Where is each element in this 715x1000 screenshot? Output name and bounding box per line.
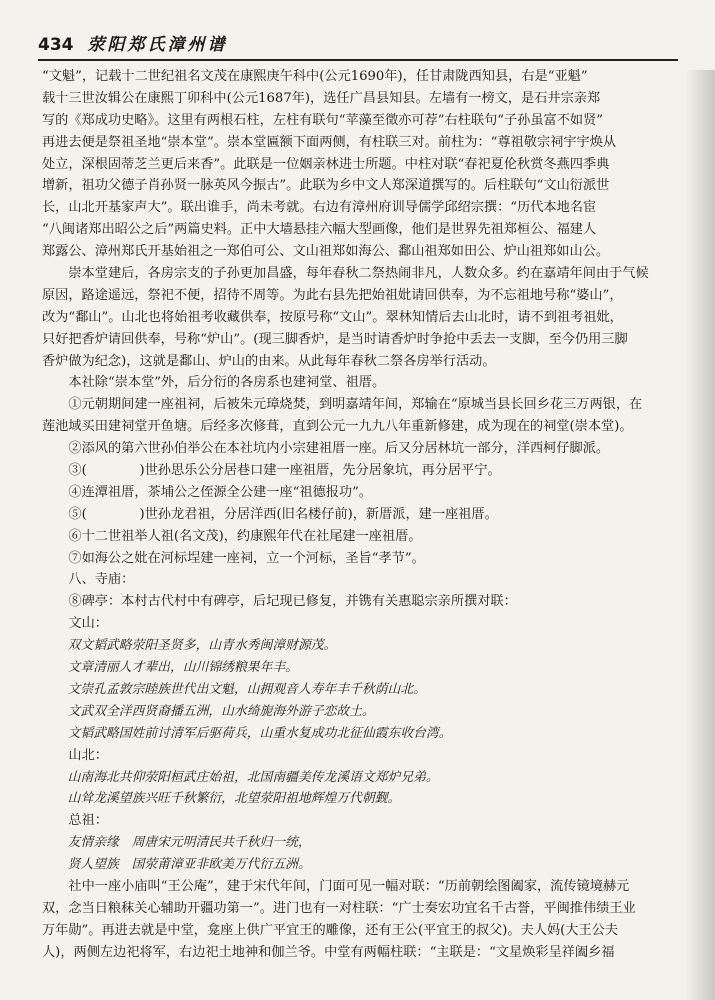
couplet-group-label: 总祖： bbox=[68, 813, 108, 829]
couplet-line: 双文韬武略荥阳圣贤多，山青水秀闽漳财源茂。 bbox=[67, 638, 337, 654]
body-text bbox=[42, 66, 692, 964]
text-line: 人)，两侧左边祀将军，右边祀土地神和伽兰爷。中堂有两幅柱联：“主联是：“文星焕彩呈祥阖乡福 bbox=[42, 944, 615, 960]
text-line: 双，念当日粮秣关心辅助开疆功第一”。进门也有一对柱联：“广士奏宏功宜名千古誉，平闽推伟绩王业 bbox=[42, 900, 636, 916]
text-line: 香炉做为纪念)，这就是鄱山、炉山的由来。从此每年春秋二祭各房举行活动。 bbox=[42, 353, 496, 369]
text-line: 改为“鄱山”。山北也将始祖考收藏供奉，按原号称“文山”。翠林知情后去山北时，请不到祖考祖妣， bbox=[42, 309, 623, 325]
couplet-line: 贤人望族 国荥莆漳亚非欧美万代衍五洲。 bbox=[67, 857, 311, 873]
list-item: ③( )世孙思乐公分居巷口建一座祖厝，先分居象坑，再分居平宁。 bbox=[68, 463, 501, 479]
list-item: ⑦如海公之妣在河标埕建一座祠，立一个河标，圣旨“孝节”。 bbox=[68, 550, 425, 566]
page-number: 434 bbox=[38, 35, 74, 55]
list-item: ⑥十二世祖举人祖(名文茂)，约康熙年代在社尾建一座祖厝。 bbox=[68, 528, 422, 544]
couplet-line: 友情亲缘 周唐宋元明清民共千秋归一统， bbox=[67, 835, 311, 851]
paragraph-start: 崇本堂建后，各房宗支的子孙更加昌盛，每年春秋二祭热闹非凡，人数众多。约在嘉靖年间由于气候 bbox=[68, 266, 649, 282]
text-line: 万年勋”。再进去就是中堂，龛座上供广平宜王的雕像，还有王公(平宜王的叔父)。夫人妈(大王公夫 bbox=[42, 922, 619, 938]
couplet-line: 山耸龙溪望族兴旺千秋繁衍，北望荥阳祖地辉煌万代朝觐。 bbox=[67, 791, 401, 807]
section-heading: 八、寺庙： bbox=[68, 572, 135, 588]
text-line: 处立，深根固蒂芝兰更后来香”。此联是一位姻亲林进士所题。中柱对联“春祀夏伦秋赏冬燕四季典 bbox=[42, 156, 610, 172]
text-line: 莲池域买田建祠堂开鱼塘。后经多次修葺，直到公元一九九八年重新修建，成为现在的祠堂(崇本堂)。 bbox=[42, 419, 633, 435]
text-line: 郑露公、漳州郑氏开基始祖之一郑伯可公、文山祖郑如海公、鄱山祖郑如田公、炉山祖郑如山公。 bbox=[42, 244, 610, 260]
text-line: 原因，路途遥远，祭祀不便，招待不周等。为此右县先把始祖妣请回供奉，为不忘祖地号称“婆山”， bbox=[42, 287, 623, 303]
text-line: 写的《郑成功史略》。这里有两根石柱，左柱有联句“苹藻至徵亦可荐”右柱联句“子孙虽富不如贤” bbox=[42, 112, 604, 128]
text-line: 载十三世汝辑公在康熙丁卯科中(公元1687年)，选任广昌县知县。左墙有一榜文，是石井宗亲郑 bbox=[42, 90, 601, 106]
text-line: “八闽诸郑出昭公之后”两篇史料。正中大墙悬挂六幅大型画像，他们是世界先祖郑桓公、福建人 bbox=[42, 222, 597, 238]
couplet-group-label: 山北： bbox=[68, 747, 108, 763]
text-line: 长，山北开基家声大”。联出谁手，尚未考就。右边有漳州府训导儒学邱绍宗撰：“历代本地名宦 bbox=[42, 200, 597, 216]
list-item: ⑧碑亭：本村古代村中有碑亭，后圮现已修复，并镌有关惠聪宗亲所撰对联： bbox=[68, 594, 517, 610]
running-title: 荥阳郑氏漳州谱 bbox=[87, 35, 228, 55]
list-item: ②添风的第六世孙伯举公在本社坑内小宗建祖厝一座。后又分居林坑一部分，洋西柯仔脚派。 bbox=[68, 441, 610, 457]
couplet-line: 山南海北共仰荥阳桓武庄始祖，北国南疆美传龙溪语文郑炉兄弟。 bbox=[67, 769, 439, 785]
couplet-line: 文武双全洋西贤裔播五洲，山水绮旎海外游子恋故土。 bbox=[67, 703, 375, 719]
page-header bbox=[38, 30, 678, 61]
list-item: ⑤( )世孙龙君祖，分居洋西(旧名楼仔前)，新厝派，建一座祖厝。 bbox=[68, 506, 498, 522]
couplet-line: 文崇孔孟敦宗睦族世代出文魁，山拥观音人寿年丰千秋荫山北。 bbox=[67, 681, 426, 697]
text-line: 只好把香炉请回供奉，号称“炉山”。(现三脚香炉，是当时请香炉时争抢中丢去一支脚，至今仍用三脚 bbox=[42, 331, 628, 347]
couplet-line: 文章清丽人才辈出，山川锦绣粮果年丰。 bbox=[67, 660, 298, 676]
paragraph-start: 本社除“崇本堂”外，后分衍的各房系也建祠堂、祖厝。 bbox=[68, 375, 386, 391]
paragraph-start: 社中一座小庙叫“王公庵”，建于宋代年间，门面可见一幅对联：“历前朝绘图阖家，流传镜境赫元 bbox=[68, 878, 630, 894]
couplet-line: 文韬武略国姓前讨清军后驱荷兵，山重水复成功北征仙霞东收台湾。 bbox=[67, 725, 452, 741]
list-item: ④连潭祖厝，茶埔公之侄源全公建一座“祖德报功”。 bbox=[68, 484, 372, 500]
couplet-group-label: 文山： bbox=[68, 616, 108, 632]
text-line: 增新，祖功父德子肖孙贤一脉英风今振古”。此联为乡中文人郑深道撰写的。后柱联句“文山衍派世 bbox=[42, 178, 610, 194]
text-line: 再进去便是祭祖圣地“崇本堂”。崇本堂匾额下面两侧，有柱联三对。前柱为：“尊祖敬宗祠宇宇焕从 bbox=[42, 134, 617, 150]
list-item: ①元朝期间建一座祖祠，后被朱元璋烧焚，到明嘉靖年间，郑输在“原城当县长回乡花三万两银，在 bbox=[68, 397, 643, 413]
text-line: “文魁”，记载十二世纪祖名文茂在康熙庚午科中(公元1690年)，任甘肃陇西知县，右是“亚魁” bbox=[42, 69, 588, 84]
